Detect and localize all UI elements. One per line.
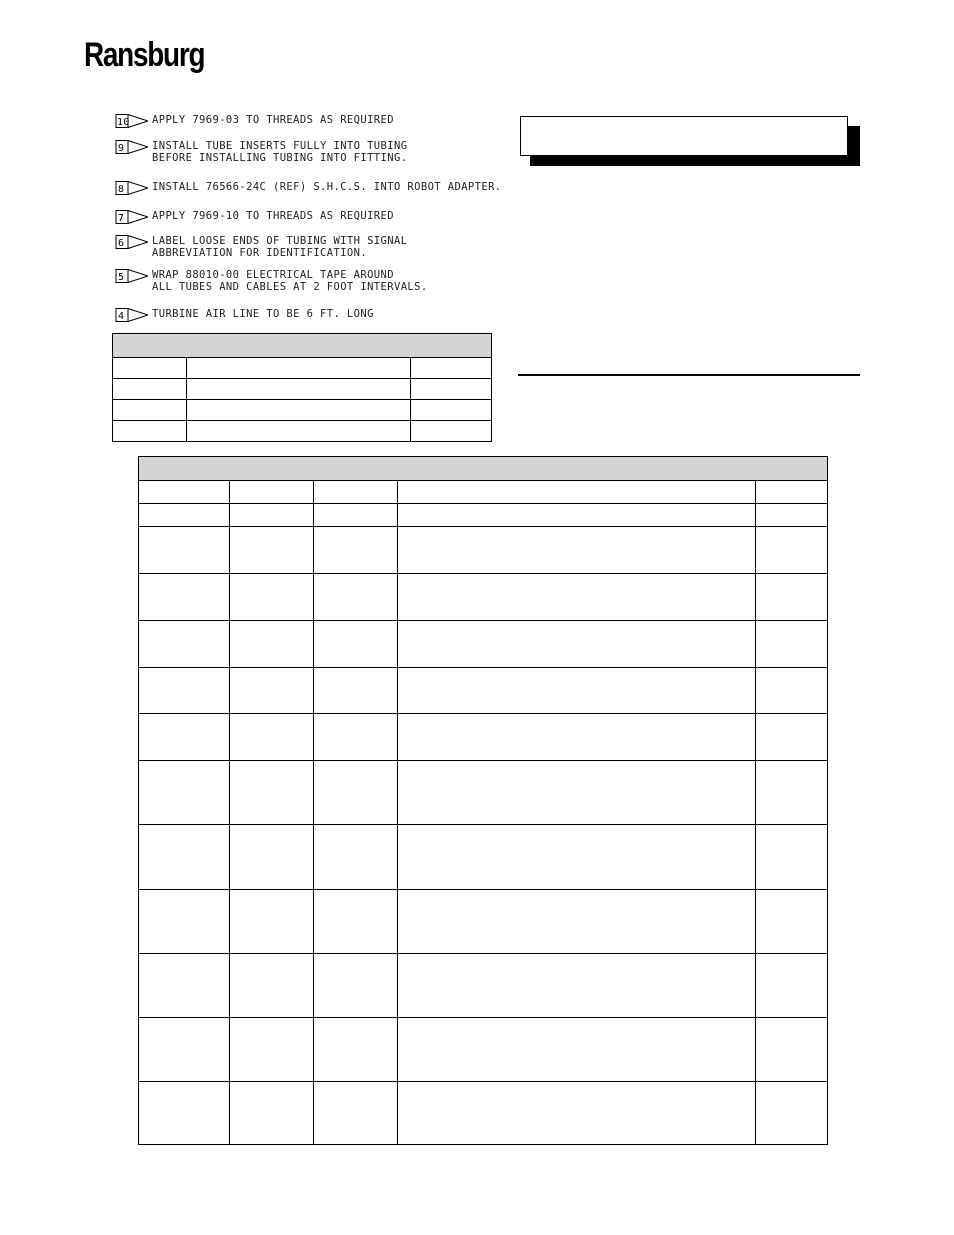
callout-box xyxy=(520,116,848,156)
note-number: 4 xyxy=(118,311,125,322)
note-flag-icon xyxy=(112,235,148,249)
note-6 xyxy=(112,235,407,259)
note-text: APPLY 7969-03 TO THREADS AS REQUIRED xyxy=(152,114,394,126)
small-parts-table xyxy=(112,333,492,442)
table-row xyxy=(139,527,828,574)
table-row xyxy=(139,574,828,621)
note-8 xyxy=(112,181,502,195)
table-row xyxy=(139,1018,828,1082)
note-text: WRAP 88010-00 ELECTRICAL TAPE AROUND ALL TUBES AND CABLES AT 2 FOOT INTERVALS. xyxy=(152,269,428,293)
table-row xyxy=(139,714,828,761)
table-row xyxy=(113,358,492,379)
note-number: 9 xyxy=(118,143,125,154)
note-text: LABEL LOOSE ENDS OF TUBING WITH SIGNAL ABBREVIATION FOR IDENTIFICATION. xyxy=(152,235,408,259)
note-number: 5 xyxy=(118,272,125,283)
note-text: INSTALL 76566-24C (REF) S.H.C.S. INTO ROBOT ADAPTER. xyxy=(152,181,502,193)
note-flag-icon xyxy=(112,269,148,283)
note-7 xyxy=(112,210,394,224)
table-row xyxy=(113,421,492,442)
note-text: TURBINE AIR LINE TO BE 6 FT. LONG xyxy=(152,308,374,320)
table-row xyxy=(139,890,828,954)
table-row xyxy=(139,504,828,527)
note-flag-icon xyxy=(112,210,148,224)
table-row xyxy=(113,379,492,400)
small-table-header xyxy=(113,334,492,358)
note-number: 10 xyxy=(117,117,130,128)
parts-list-table xyxy=(138,456,828,1145)
note-flag-icon xyxy=(112,140,148,154)
note-5 xyxy=(112,269,428,293)
note-number: 6 xyxy=(118,238,125,249)
table-row xyxy=(113,400,492,421)
table-row xyxy=(139,954,828,1018)
note-flag-icon xyxy=(112,114,148,128)
note-flag-icon xyxy=(112,308,148,322)
table-row xyxy=(139,621,828,668)
brand-logo: Ransburg xyxy=(84,36,205,74)
table-row xyxy=(139,825,828,890)
note-number: 8 xyxy=(118,184,125,195)
table-row xyxy=(139,481,828,504)
note-4 xyxy=(112,308,374,322)
note-flag-icon xyxy=(112,181,148,195)
table-row xyxy=(139,1082,828,1145)
parts-table-header xyxy=(139,457,828,481)
note-10 xyxy=(112,114,394,128)
note-9 xyxy=(112,140,407,164)
table-row xyxy=(139,761,828,825)
section-rule xyxy=(518,374,860,376)
note-number: 7 xyxy=(118,213,125,224)
note-text: INSTALL TUBE INSERTS FULLY INTO TUBING BEFORE INSTALLING TUBING INTO FITTING. xyxy=(152,140,408,164)
note-text: APPLY 7969-10 TO THREADS AS REQUIRED xyxy=(152,210,394,222)
table-row xyxy=(139,668,828,714)
